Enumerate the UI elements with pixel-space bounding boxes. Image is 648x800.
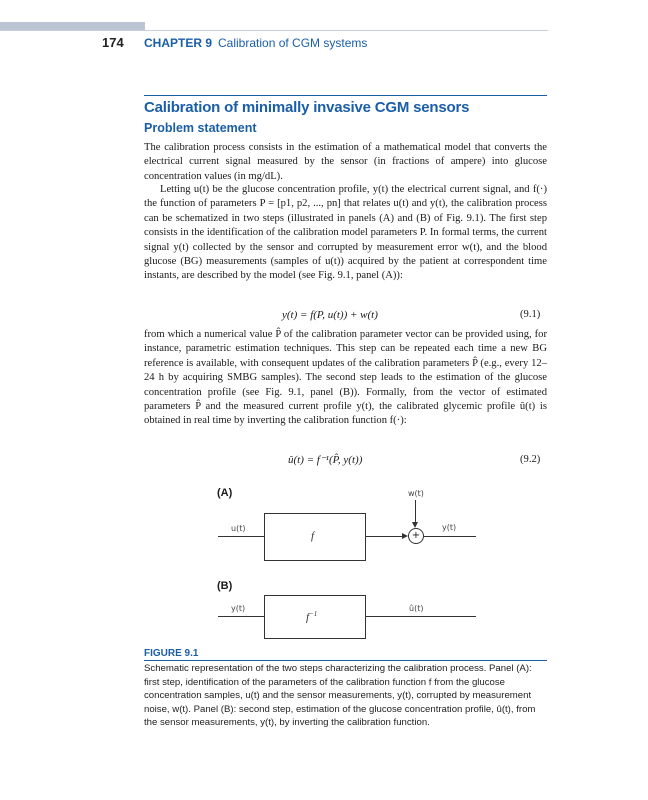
- panel-a-output-label: y(t): [442, 523, 457, 532]
- subsection-title: Problem statement: [144, 121, 257, 135]
- chapter-title: Calibration of CGM systems: [218, 36, 368, 50]
- equation-9-2: û(t) = f⁻¹(P̂, y(t)): [288, 454, 363, 466]
- header-bar: [0, 22, 145, 30]
- panel-a-input-label: u(t): [231, 524, 246, 533]
- caption-rule: [144, 660, 547, 661]
- panel-a-label: (A): [217, 487, 233, 499]
- page-number: 174: [102, 35, 124, 50]
- paragraph-1: The calibration process consists in the estimation of a mathematical model that converts the electrical current signal measured by the sensor (in fractions of ampere) into glucose concentration values (in mg/dL).: [144, 142, 547, 182]
- sum-node: +: [408, 528, 424, 544]
- panel-b-output-line: [365, 616, 476, 617]
- panel-b-input-line: [218, 616, 264, 617]
- calibration-function-symbol: f: [311, 530, 315, 542]
- figure-caption: Schematic representation of the two steps characterizing the calibration process. Panel (A): first step, identification of the parameters of the calibration function f from the glucose concentration samples, u(t) and the sensor measurements, y(t), corrupted by measurement noise, w(t). Panel (B): second step, estimation of the glucose concentration profile, û(t), from the sensor measurements, y(t), by inverting the calibration function.: [144, 663, 536, 729]
- equation-9-1: y(t) = f(P, u(t)) + w(t): [282, 309, 378, 321]
- paragraph-3: from which a numerical value P̂ of the calibration parameter vector can be provided using, for instance, parametric estimation techniques. This step can be repeated each time a new BG reference is available, with consequent updates of the calibration parameters P̂ (e.g., every 12–24 h by acquiring SMBG samples). The second step leads to the estimation of the glucose concentration profile (see Fig. 9.1, panel (B)). Formally, from the vector of estimated parameters P̂ and the measured current profile y(t), the calibrated glycemic profile û(t) is obtained in real time by inverting the calibration function f(·):: [144, 329, 547, 427]
- header-rule: [0, 30, 548, 31]
- panel-b-input-label: y(t): [231, 604, 246, 613]
- inverse-function-symbol: $f^{-1}$: [306, 610, 318, 624]
- figure-label: FIGURE 9.1: [144, 648, 199, 659]
- section-title: Calibration of minimally invasive CGM sensors: [144, 99, 470, 116]
- equation-9-1-number: (9.1): [520, 309, 541, 320]
- section-rule: [144, 95, 547, 96]
- panel-a-input-line: [218, 536, 264, 537]
- panel-b-label: (B): [217, 580, 233, 592]
- paragraph-2: Letting u(t) be the glucose concentration profile, y(t) the electrical current signal, and f(·) the function of parameters P = [p1, p2, ..., pn] that relates u(t) and y(t), the calibration process can be schematized in two steps (illustrated in panels (A) and (B) of Fig. 9.1). The first step consists in the identification of the calibration model parameters P. In formal terms, the current signal y(t) collected by the sensor and corrupted by measurement error w(t), and the blood glucose (BG) measurements (samples of u(t)) acquired by the patient at correspondent time instants, are described by the model (see Fig. 9.1, panel (A)):: [144, 184, 547, 282]
- equation-9-2-number: (9.2): [520, 454, 541, 465]
- chapter-label: CHAPTER 9: [144, 36, 213, 50]
- panel-a-output-line: [424, 536, 476, 537]
- block-to-sum-line: [365, 536, 402, 537]
- noise-label: w(t): [408, 489, 424, 498]
- calibration-function-block: [264, 513, 366, 561]
- noise-arrow-line: [415, 500, 416, 522]
- panel-b-output-label: û(t): [409, 604, 424, 613]
